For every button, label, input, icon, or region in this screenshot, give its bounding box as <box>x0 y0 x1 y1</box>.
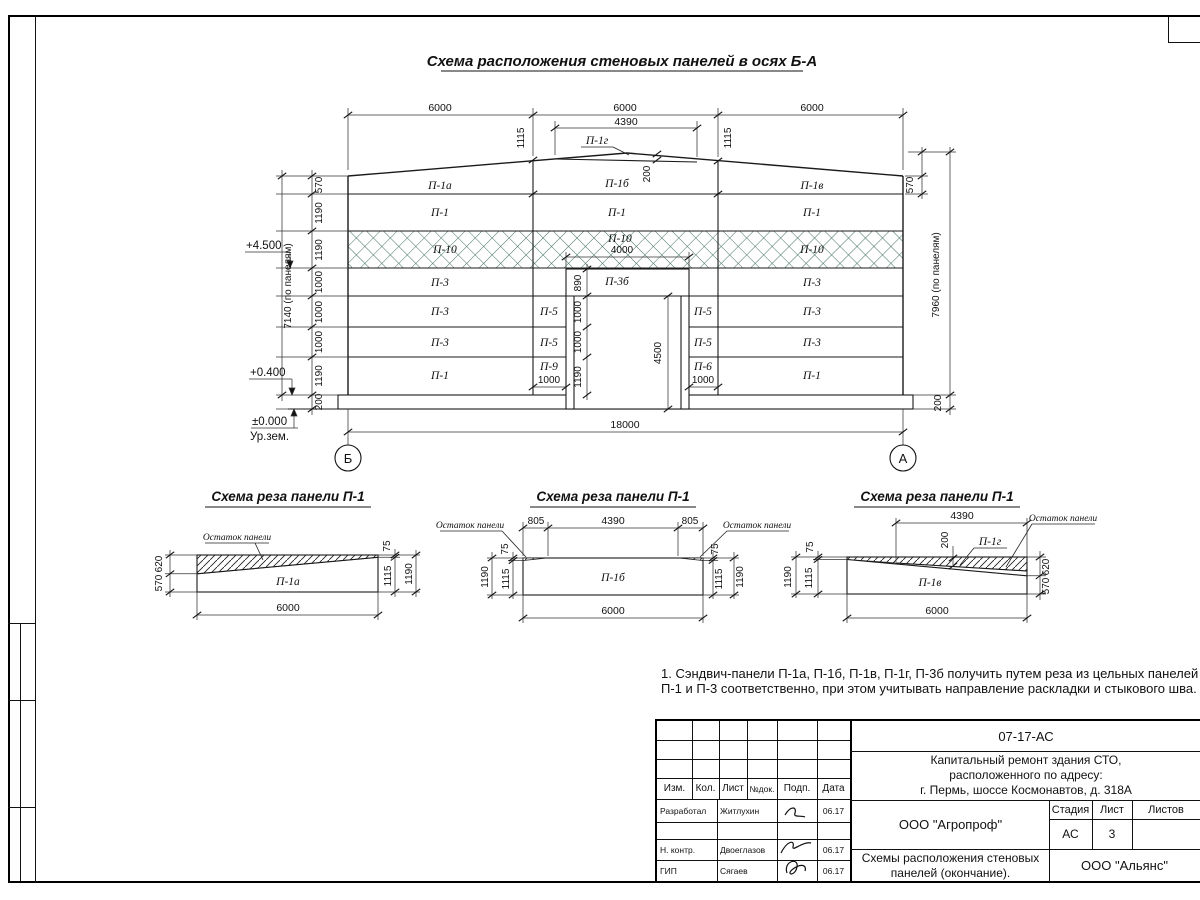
remainder-label: Остаток панели <box>202 533 272 543</box>
tb-role: Н. контр. <box>660 844 696 855</box>
tb-col-izm: Изм. <box>663 783 686 794</box>
dim-row: 570 <box>314 176 325 194</box>
tb-sheets-label: Листов <box>1148 803 1184 816</box>
dim: 1190 <box>404 563 415 585</box>
panel-label: П-1б <box>601 572 625 584</box>
dim: 4390 <box>601 515 625 527</box>
dim: 6000 <box>276 602 300 614</box>
tb-stage-label: Стадия <box>1051 803 1090 816</box>
dim: 75 <box>500 543 511 555</box>
dim-row: 1190 <box>314 202 325 224</box>
scheme-title: Схема реза панели П-1 <box>860 489 1014 504</box>
main-title: Схема расположения стеновых панелей в осях Б-А <box>426 53 818 70</box>
panel-label: П-9 <box>540 361 558 373</box>
tb-drawing-title-line: панелей (окончание). <box>890 865 1011 880</box>
panel-label: П-1а <box>428 180 452 192</box>
tb-org: ООО "Агропроф" <box>898 817 1003 832</box>
tb-role: Разработал <box>660 805 707 816</box>
dim-opening-w: 4000 <box>610 245 634 256</box>
ground-label: Ур.зем. <box>250 431 290 443</box>
panel-label: П-5 <box>694 337 712 349</box>
dim-row: 570 <box>905 176 916 194</box>
panel-label: П-3 <box>803 337 821 349</box>
dim-row: 1000 <box>573 330 584 354</box>
dim-corner-panel: 1000 <box>537 375 561 386</box>
dim: 75 <box>805 541 816 553</box>
dim-total-right: 7960 (по панелям) <box>931 232 942 318</box>
dim-slope: 1115 <box>516 127 527 149</box>
panel-label: П-1в <box>800 180 824 192</box>
panel-label: П-1 <box>608 207 626 219</box>
panel-label: П-5 <box>540 306 558 318</box>
tb-project-line: г. Пермь, шоссе Космонавтов, д. 318А <box>920 783 1132 797</box>
dim-slope: 1115 <box>723 127 734 149</box>
panel-label: П-3 <box>431 306 449 318</box>
remainder-label: Остаток панели <box>1028 514 1098 524</box>
tb-project <box>852 751 1200 800</box>
dim-row: 890 <box>573 274 584 292</box>
panel-label: П-10 <box>433 244 457 256</box>
cut-scheme-1 <box>154 489 420 620</box>
panel-label: П-6 <box>694 361 712 373</box>
dim-total-span: 18000 <box>610 419 640 431</box>
dim-row: 1000 <box>314 270 325 294</box>
dim: 570 <box>154 574 165 592</box>
dim: 1190 <box>783 566 794 588</box>
panel-label: П-1б <box>605 178 629 190</box>
scheme-title: Схема реза панели П-1 <box>536 489 690 504</box>
dim-row: 1000 <box>314 330 325 354</box>
dim: 6000 <box>601 605 625 617</box>
dim-ridge-panel: 4390 <box>614 116 638 128</box>
panel-label: П-1а <box>276 576 300 588</box>
panel-label: П-10 <box>608 233 632 245</box>
margin-cell-divider <box>20 623 21 881</box>
cut-scheme-3 <box>783 489 1097 623</box>
panel-label: П-3 <box>431 337 449 349</box>
dim-ridge-thk: 200 <box>642 165 653 183</box>
tb-doc-number: 07-17-АС <box>998 728 1054 744</box>
dim-total-left: 7140 (по панелям) <box>283 243 294 329</box>
panel-label: П-10 <box>800 244 824 256</box>
axis-a: А <box>898 451 908 466</box>
tb-stage-value: АС <box>1062 827 1079 841</box>
dim: 620 <box>1041 558 1052 576</box>
dim: 1115 <box>804 567 815 589</box>
cut-scheme-2 <box>436 489 792 623</box>
panel-label: П-3 <box>803 306 821 318</box>
dim-row: 200 <box>933 394 944 412</box>
dim: 6000 <box>925 605 949 617</box>
scheme-title: Схема реза панели П-1 <box>211 489 365 504</box>
signatures <box>777 799 817 882</box>
dim: 1115 <box>501 568 512 590</box>
dim-bay: 6000 <box>613 102 637 114</box>
dim-corner-panel: 1000 <box>691 375 715 386</box>
remainder-label: Остаток панели <box>722 521 792 531</box>
signature <box>785 808 805 817</box>
dim-row: 1190 <box>314 365 325 387</box>
tb-role: ГИП <box>660 866 677 876</box>
tb-col-kol: Кол. <box>695 783 716 794</box>
tb-drawing-title-line: Схемы расположения стеновых <box>861 850 1040 865</box>
tb-sheet-value: 3 <box>1108 827 1116 841</box>
dim: 1115 <box>714 568 725 590</box>
panel-label: П-1 <box>803 370 821 382</box>
panel-label: П-1г <box>585 135 609 147</box>
level-mark: ±0.000 <box>252 416 288 428</box>
panel-label: П-1 <box>431 370 449 382</box>
tb-name: Двоеглазов <box>720 844 766 855</box>
dim-bay: 6000 <box>428 102 452 114</box>
general-notes <box>661 666 1198 696</box>
tb-col-ndok: №док. <box>749 783 775 794</box>
panel-label: П-5 <box>694 306 712 318</box>
tb-date: 06.17 <box>822 844 845 855</box>
tb-name: Житлухин <box>720 805 760 816</box>
dim-row: 1000 <box>573 300 584 324</box>
tb-col-data: Дата <box>822 783 845 794</box>
dim: 200 <box>940 531 951 549</box>
dim: 1190 <box>735 566 746 588</box>
level-mark: +0.400 <box>250 367 286 379</box>
panel-label: П-1г <box>978 536 1002 548</box>
tb-sheet-label: Лист <box>1100 803 1124 816</box>
tb-name: Сягаев <box>720 866 748 876</box>
tb-col-list: Лист <box>722 783 744 794</box>
dim: 75 <box>382 540 393 552</box>
dim: 805 <box>681 516 699 527</box>
dim-row: 200 <box>314 393 325 411</box>
dim-opening-h: 4500 <box>653 341 664 365</box>
tb-col-podp: Подп. <box>783 783 811 794</box>
remainder-label: Остаток панели <box>435 521 505 531</box>
dim: 1190 <box>480 566 491 588</box>
panel-label: П-1в <box>918 577 942 589</box>
tb-date: 06.17 <box>822 866 845 876</box>
tb-drawing-title <box>852 849 1049 882</box>
level-mark: +4.500 <box>246 240 282 252</box>
panel-label: П-3б <box>605 276 629 288</box>
dim: 805 <box>527 516 545 527</box>
tb-date: 06.17 <box>822 805 845 816</box>
panel-label: П-3 <box>431 277 449 289</box>
tb-project-line: расположенного по адресу: <box>949 768 1103 782</box>
dim: 4390 <box>950 510 974 522</box>
dim-row: 1000 <box>314 300 325 324</box>
note-line: П-1 и П-3 соответственно, при этом учитывать направление раскладки и стыкового шва. <box>661 681 1197 696</box>
panel-label: П-1 <box>431 207 449 219</box>
dim-bay: 6000 <box>800 102 824 114</box>
dim: 570 <box>1041 577 1052 595</box>
title-block <box>655 719 1200 882</box>
dim: 620 <box>154 555 165 573</box>
dim-row: 1190 <box>314 239 325 261</box>
dim-row: 1190 <box>573 366 584 388</box>
signature <box>781 842 811 853</box>
tb-firm: ООО "Альянс" <box>1081 858 1168 873</box>
margin-cell-line <box>8 807 35 808</box>
tb-project-line: Капитальный ремонт здания СТО, <box>930 753 1122 767</box>
dim: 75 <box>710 543 721 555</box>
panel-label: П-5 <box>540 337 558 349</box>
note-line: 1. Сэндвич-панели П-1а, П-1б, П-1в, П-1г, П-3б получить путем реза из цельных панелей <box>661 666 1199 681</box>
margin-cell-line <box>8 700 35 701</box>
panel-label: П-3 <box>803 277 821 289</box>
panel-label: П-1 <box>803 207 821 219</box>
axis-b: Б <box>343 451 353 466</box>
signature <box>786 861 805 874</box>
dim: 1115 <box>383 565 394 587</box>
